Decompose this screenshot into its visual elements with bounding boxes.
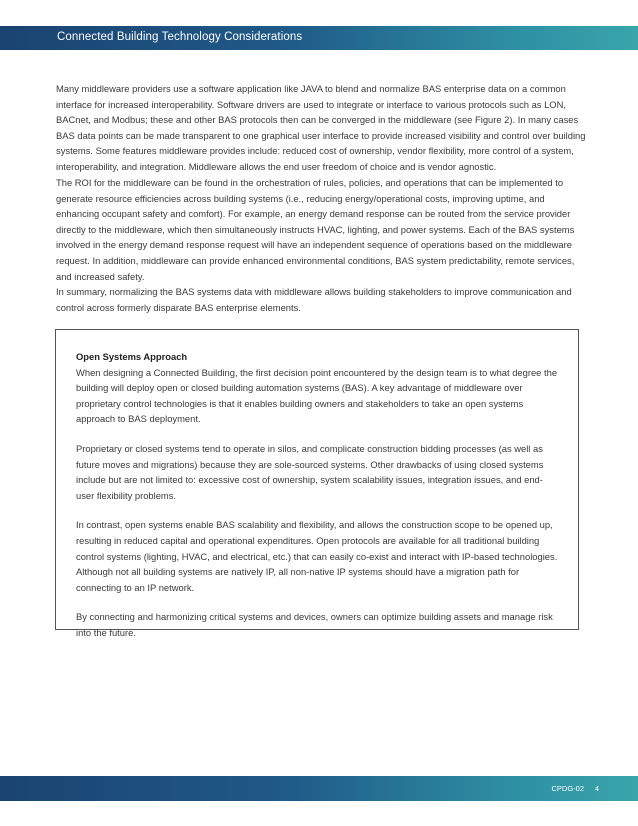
header-band	[0, 26, 638, 50]
footer-band	[0, 776, 638, 801]
body-paragraph: In summary, normalizing the BAS systems data with middleware allows building stakeholders to improve communication and control across formerly disparate BAS enterprise elements.	[56, 286, 572, 313]
sidebar-paragraph: Proprietary or closed systems tend to operate in silos, and complicate construction bidding processes (as well as future moves and migrations) because they are sole-sourced systems. Other drawbacks of using closed systems include but are not limited to: excessive cost of ownership, system scalability issues, integration issues, and end-user flexibility problems.	[76, 442, 544, 501]
sidebar-paragraph: When designing a Connected Building, the first decision point encountered by the design team is to what degree the building will deploy open or closed building automation systems (BAS). A key advantage of middleware over proprietary control technologies is that it enables building owners and stakeholders to take an open systems approach to BAS deployment.	[76, 366, 558, 425]
sidebar-box	[55, 329, 579, 638]
document-code: CPDG-02	[551, 784, 584, 793]
section-title: Connected Building Technology Considerations	[57, 31, 303, 43]
sidebar-paragraph: In contrast, open systems enable BAS scalability and flexibility, and allows the construction scope to be opened up, resulting in reduced capital and operational expenditures. Open protocols are available for all traditional building control systems (lighting, HVAC, and electrical, etc.) that can easily co-exist and interact with IP-based technologies. Although not all building systems are natively IP, all non-native IP systems should have a migration path for connecting to an IP network.	[76, 519, 558, 593]
sidebar-paragraph: By connecting and harmonizing critical systems and devices, owners can optimize building assets and manage risk into the future.	[76, 611, 553, 638]
body-paragraph: Many middleware providers use a software application like JAVA to blend and normalize BAS enterprise data on a common interface for increased interoperability. Software drivers are used to integrate or interface to various protocols such as LON, BACnet, and Modbus; these and other BAS protocols then can be converged in the middleware (see Figure 2). In many cases BAS data points can be made transparent to one graphical user interface to provide increased visibility and control over building systems. Some features middleware provides include: reduced cost of ownership, vendor flexibility, more control of a system, interoperability, and integration. Middleware allows the end user freedom of choice and is vendor agnostic.	[56, 83, 586, 172]
sidebar-content	[76, 349, 561, 655]
page-number: 4	[594, 784, 599, 793]
sidebar-title: Open Systems Approach	[76, 351, 188, 362]
body-paragraph: The ROI for the middleware can be found in the orchestration of rules, policies, and operations that can be implemented to generate resource efficiencies across building systems (i.e., reducing energy/operational costs, improving uptime, and enhancing occupant safety and comfort). For example, an energy demand response can be routed from the service provider directly to the middleware, which then simultaneously instructs HVAC, lighting, and power systems. Each of the BAS systems involved in the energy demand response request will have an independent sequence of operations based on the middleware request. In addition, middleware can provide enhanced environmental conditions, BAS system predictability, remote services, and increased safety.	[56, 177, 575, 282]
